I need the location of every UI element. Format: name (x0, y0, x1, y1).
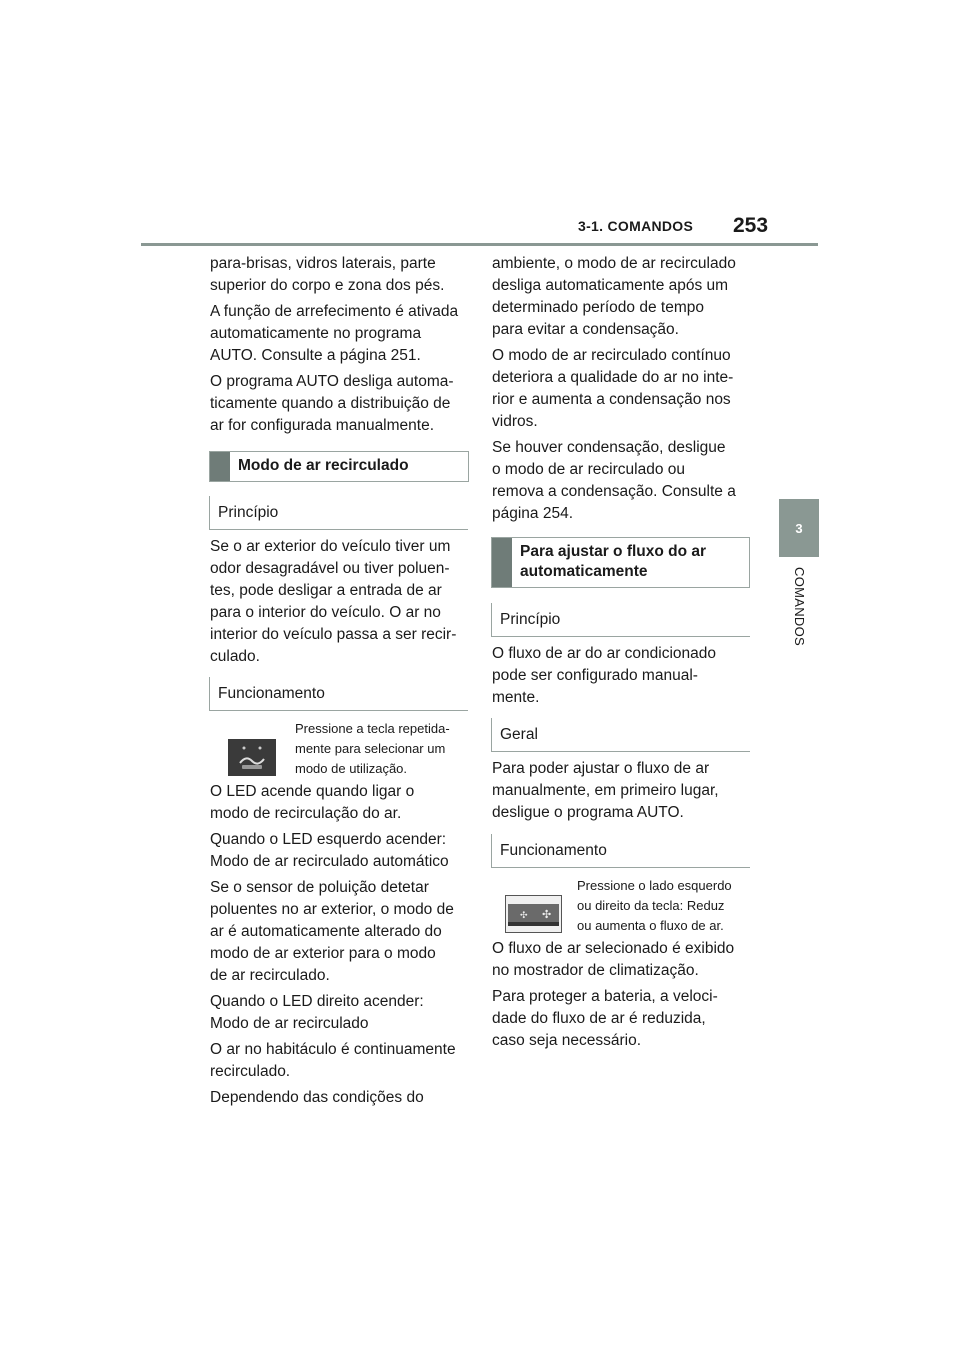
text-line: poluentes no ar exterior, o modo de (210, 901, 454, 918)
text-line: superior do corpo e zona dos pés. (210, 277, 445, 294)
right-after-2 (492, 986, 757, 1052)
svg-text:✣: ✣ (520, 911, 528, 921)
text-line: interior do veículo passa a ser recir- (210, 626, 457, 643)
section-title-recirculation (209, 451, 469, 482)
chapter-tab (779, 499, 819, 557)
text-line: O ar no habitáculo é continuamente (210, 1041, 456, 1058)
right-after-1 (492, 938, 757, 982)
fan-speed-button-icon (505, 895, 562, 933)
right-intro-3 (492, 437, 757, 525)
right-key-caption (577, 876, 752, 936)
subhead-function-left (209, 677, 468, 711)
subhead-general (491, 718, 750, 752)
text-line: ar é automaticamente alterado do (210, 923, 442, 940)
left-after-5 (210, 1039, 475, 1083)
text-line: para evitar a condensação. (492, 321, 679, 338)
right-general-text (492, 758, 757, 824)
svg-text:✣: ✣ (542, 908, 552, 921)
text-line: pode ser configurado manual- (492, 667, 698, 684)
text-line: página 254. (492, 505, 574, 522)
left-after-4 (210, 991, 475, 1035)
text-line: O programa AUTO desliga automa- (210, 373, 454, 390)
subhead-text: Princípio (218, 504, 279, 521)
text-line: deteriora a qualidade do ar no inte- (492, 369, 734, 386)
left-after-1 (210, 781, 475, 825)
text-line: Modo de ar recirculado automático (210, 853, 449, 870)
text-line: modo de utilização. (295, 761, 408, 776)
right-intro-1 (492, 253, 757, 341)
text-line: manualmente, em primeiro lugar, (492, 782, 719, 799)
text-line: automaticamente no programa (210, 325, 422, 342)
right-principle-text (492, 643, 757, 709)
left-intro-2 (210, 301, 475, 367)
text-line: O modo de ar recirculado contínuo (492, 347, 731, 364)
text-line: Quando o LED esquerdo acender: (210, 831, 447, 848)
text-line: Se houver condensação, desligue (492, 439, 726, 456)
left-after-3 (210, 877, 475, 987)
text-line: modo de ar exterior para o modo (210, 945, 436, 962)
text-line: Pressione a tecla repetida- (295, 721, 450, 736)
text-line: no mostrador de climatização. (492, 962, 699, 979)
text-line: ticamente quando a distribuição de (210, 395, 451, 412)
section-bar (210, 452, 230, 481)
subhead-principle-right (491, 603, 750, 637)
left-principle-text (210, 536, 475, 668)
text-line: ou direito da tecla: Reduz (577, 898, 725, 913)
text-line: caso seja necessário. (492, 1032, 642, 1049)
left-intro-1 (210, 253, 475, 297)
right-intro-2 (492, 345, 757, 433)
left-after-2 (210, 829, 475, 873)
text-line: culado. (210, 648, 260, 665)
text-line: recirculado. (210, 1063, 291, 1080)
section-title-airflow (491, 537, 750, 588)
text-line: ambiente, o modo de ar recirculado (492, 255, 736, 272)
left-intro-3 (210, 371, 475, 437)
subhead-text: Princípio (500, 611, 561, 628)
section-title-text (520, 542, 706, 582)
text-line: ar for configurada manualmente. (210, 417, 435, 434)
left-after-6 (210, 1087, 475, 1109)
text-line: mente para selecionar um (295, 741, 446, 756)
text-line: desligue o programa AUTO. (492, 804, 684, 821)
chapter-number: 3 (795, 520, 803, 536)
text-line: vidros. (492, 413, 538, 430)
text-line: desliga automaticamente após um (492, 277, 729, 294)
text-line: tes, pode desligar a entrada de ar (210, 582, 442, 599)
text-line: mente. (492, 689, 540, 706)
chapter-label (787, 567, 809, 687)
text-line: automaticamente (520, 563, 648, 580)
subhead-function-right (491, 834, 750, 868)
text-line: para-brisas, vidros laterais, parte (210, 255, 436, 272)
text-line: remova a condensação. Consulte a (492, 483, 736, 500)
subhead-text: Funcionamento (500, 842, 607, 859)
text-line: modo de recirculação do ar. (210, 805, 402, 822)
subhead-text: Funcionamento (218, 685, 325, 702)
text-line: O fluxo de ar selecionado é exibido (492, 940, 735, 957)
text-line: para o interior do veículo. O ar no (210, 604, 441, 621)
text-line: determinado período de tempo (492, 299, 704, 316)
text-line: odor desagradável ou tiver poluen- (210, 560, 450, 577)
text-line: Para proteger a bateria, a veloci- (492, 988, 718, 1005)
air-recirculation-button-icon (228, 739, 276, 776)
text-line: de ar recirculado. (210, 967, 330, 984)
text-line: dade do fluxo de ar é reduzida, (492, 1010, 706, 1027)
section-title-text: Modo de ar recirculado (238, 457, 409, 474)
left-key-caption (295, 719, 470, 779)
text-line: o modo de ar recirculado ou (492, 461, 686, 478)
subhead-text: Geral (500, 726, 538, 743)
text-line: AUTO. Consulte a página 251. (210, 347, 421, 364)
header-rule (141, 243, 818, 246)
section-bar (492, 538, 512, 587)
text-line: Para ajustar o fluxo do ar (520, 543, 707, 560)
text-line: Se o sensor de poluição detetar (210, 879, 429, 896)
chapter-label-text: COMANDOS (792, 567, 807, 646)
subhead-principle-left (209, 496, 468, 530)
text-line: Dependendo das condições do (210, 1089, 424, 1106)
text-line: Se o ar exterior do veículo tiver um (210, 538, 451, 555)
page-number: 253 (733, 214, 769, 237)
text-line: A função de arrefecimento é ativada (210, 303, 459, 320)
text-line: Quando o LED direito acender: (210, 993, 424, 1010)
text-line: Modo de ar recirculado (210, 1015, 369, 1032)
text-line: rior e aumenta a condensação nos (492, 391, 731, 408)
text-line: O LED acende quando ligar o (210, 783, 415, 800)
section-header: 3-1. COMANDOS (578, 218, 694, 234)
text-line: Pressione o lado esquerdo (577, 878, 732, 893)
text-line: ou aumenta o fluxo de ar. (577, 918, 724, 933)
text-line: O fluxo de ar do ar condicionado (492, 645, 717, 662)
text-line: Para poder ajustar o fluxo de ar (492, 760, 710, 777)
